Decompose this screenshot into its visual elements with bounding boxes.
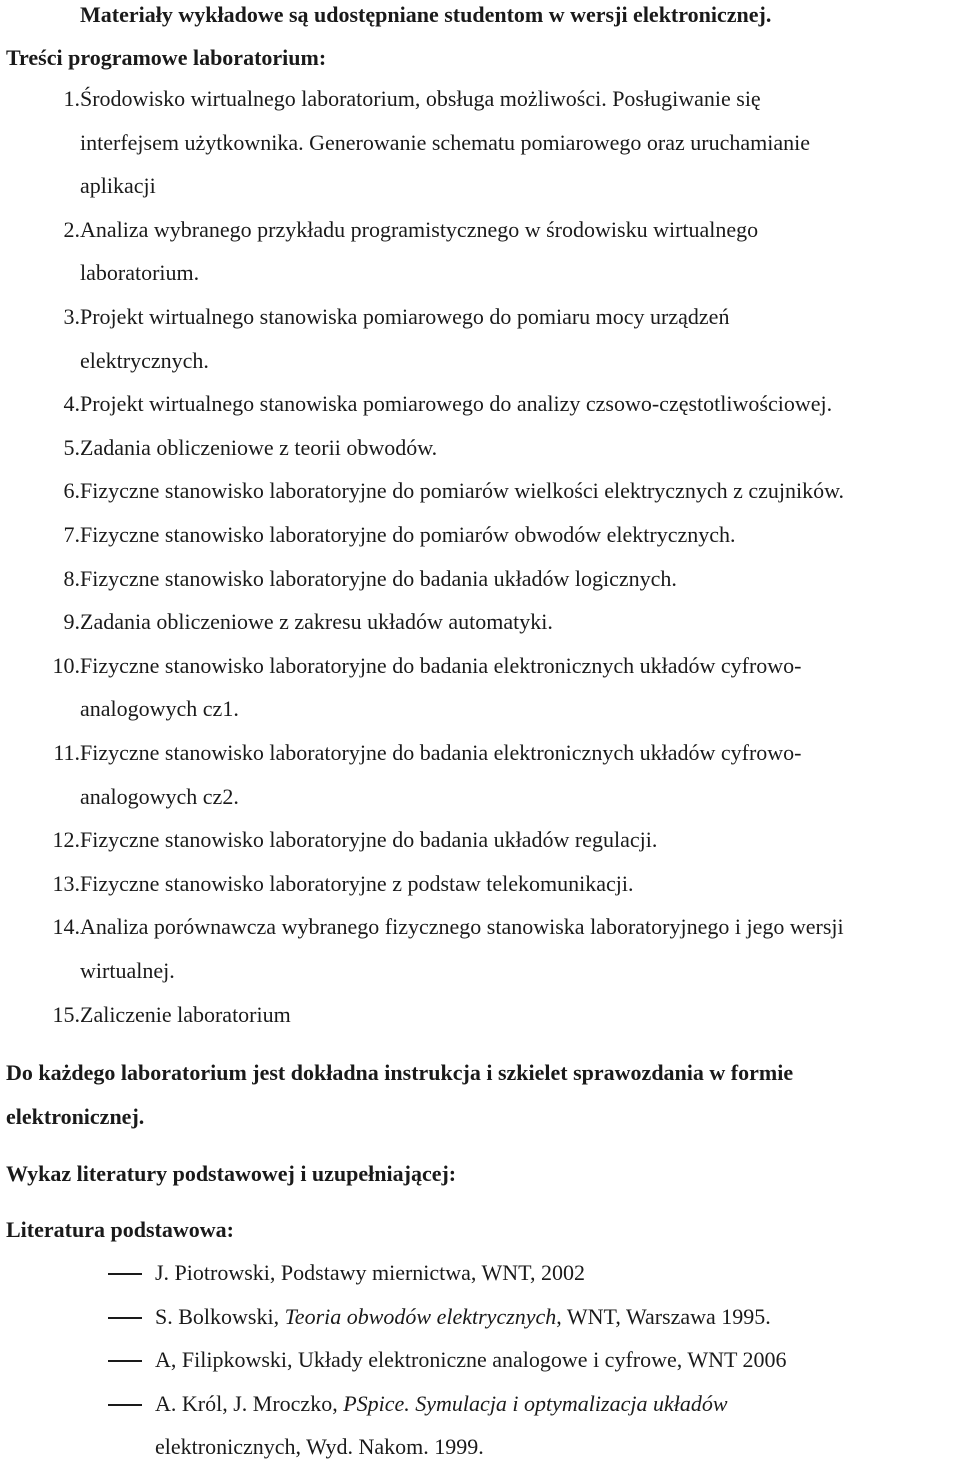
program-item bbox=[40, 86, 960, 217]
program-heading: Treści programowe laboratorium: bbox=[6, 45, 327, 70]
program-item-number: 8. bbox=[63, 565, 80, 591]
literature-heading: Wykaz literatury podstawowej i uzupełniającej: bbox=[6, 1161, 457, 1186]
basic-literature-heading: Literatura podstawowa: bbox=[6, 1217, 234, 1242]
program-item bbox=[40, 609, 960, 653]
literature-item-text bbox=[155, 1260, 585, 1286]
program-item-text: Projekt wirtualnego stanowiska pomiarowego do analizy czsowo-częstotliwościowej. bbox=[80, 391, 833, 417]
program-item-number: 14. bbox=[52, 914, 80, 940]
literature-segment: , WNT, Warszawa 1995. bbox=[556, 1303, 771, 1329]
literature-item bbox=[108, 1304, 958, 1348]
program-item-text: interfejsem użytkownika. Generowanie schematu pomiarowego oraz uruchamianie bbox=[80, 129, 810, 155]
program-item-text: Środowisko wirtualnego laboratorium, obsługa możliwości. Posługiwanie się bbox=[80, 86, 761, 111]
program-item-number: 4. bbox=[63, 391, 80, 417]
literature-title: Teoria obwodów elektrycznych bbox=[284, 1303, 557, 1329]
literature-item bbox=[108, 1260, 958, 1304]
literature-segment: A, Filipkowski, Układy elektroniczne analogowe i cyfrowe, WNT 2006 bbox=[155, 1347, 787, 1373]
program-item-text: laboratorium. bbox=[80, 260, 200, 286]
program-item-number: 1. bbox=[63, 86, 80, 111]
program-item-text: Fizyczne stanowisko laboratoryjne do pomiarów wielkości elektrycznych z czujników. bbox=[80, 478, 845, 504]
literature-item bbox=[108, 1347, 958, 1391]
literature-segment: elektronicznych, Wyd. Nakom. 1999. bbox=[155, 1434, 484, 1460]
program-item-text: Fizyczne stanowisko laboratoryjne do badania układów regulacji. bbox=[80, 827, 658, 853]
literature-segment: A. Król, J. Mroczko, bbox=[155, 1390, 344, 1416]
program-item bbox=[40, 653, 960, 740]
program-item bbox=[40, 304, 960, 391]
dash-bullet-icon bbox=[108, 1317, 142, 1319]
program-item-text: Fizyczne stanowisko laboratoryjne do badania układów logicznych. bbox=[80, 565, 677, 591]
program-item-number: 12. bbox=[52, 827, 80, 853]
literature-item-text bbox=[155, 1391, 728, 1417]
program-item-text: Fizyczne stanowisko laboratoryjne z podstaw telekomunikacji. bbox=[80, 870, 634, 896]
program-item-number: 13. bbox=[52, 870, 80, 896]
program-item-text: Analiza porównawcza wybranego fizycznego stanowiska laboratoryjnego i jego wersji bbox=[80, 914, 844, 940]
program-item-number: 7. bbox=[63, 522, 80, 547]
program-item bbox=[40, 914, 960, 1001]
program-item-number: 11. bbox=[53, 740, 80, 765]
dash-bullet-icon bbox=[108, 1404, 142, 1406]
program-item-text: Projekt wirtualnego stanowiska pomiarowego do pomiaru mocy urządzeń bbox=[80, 304, 730, 329]
instruction-line-2: elektronicznej. bbox=[6, 1104, 145, 1129]
program-item bbox=[40, 478, 960, 522]
instruction-line: Do każdego laboratorium jest dokładna instrukcja i szkielet sprawozdania w formie bbox=[6, 1060, 794, 1085]
program-item-number: 6. bbox=[63, 478, 80, 504]
program-item-text: Fizyczne stanowisko laboratoryjne do pomiarów obwodów elektrycznych. bbox=[80, 522, 736, 547]
intro-line: Materiały wykładowe są udostępniane studentom w wersji elektronicznej. bbox=[80, 2, 772, 27]
literature-item-text bbox=[155, 1434, 484, 1460]
program-item-text: Zaliczenie laboratorium bbox=[80, 1001, 291, 1027]
literature-item bbox=[108, 1391, 958, 1478]
program-item-text: Analiza wybranego przykładu programistycznego w środowisku wirtualnego bbox=[80, 216, 759, 242]
program-item bbox=[40, 391, 960, 435]
program-item-text: analogowych cz1. bbox=[80, 696, 239, 722]
literature-segment: S. Bolkowski, bbox=[155, 1303, 285, 1329]
program-item bbox=[40, 1002, 960, 1046]
program-item-text: wirtualnej. bbox=[80, 957, 175, 983]
program-item-text: Fizyczne stanowisko laboratoryjne do badania elektronicznych układów cyfrowo- bbox=[80, 740, 802, 765]
program-item-number: 5. bbox=[63, 434, 80, 460]
program-item-number: 2. bbox=[63, 216, 80, 242]
program-item bbox=[40, 435, 960, 479]
program-item-text: Zadania obliczeniowe z teorii obwodów. bbox=[80, 434, 438, 460]
literature-segment: J. Piotrowski, Podstawy miernictwa, WNT, 2002 bbox=[155, 1260, 585, 1285]
program-item bbox=[40, 217, 960, 304]
program-item-number: 15. bbox=[52, 1001, 80, 1027]
program-item-text: analogowych cz2. bbox=[80, 783, 239, 809]
program-item bbox=[40, 740, 960, 827]
program-item bbox=[40, 566, 960, 610]
program-item-text: Fizyczne stanowisko laboratoryjne do badania elektronicznych układów cyfrowo- bbox=[80, 652, 802, 678]
program-item-text: aplikacji bbox=[80, 173, 156, 199]
literature-item-text bbox=[155, 1304, 771, 1330]
program-item bbox=[40, 827, 960, 871]
literature-title: PSpice. Symulacja i optymalizacja układów bbox=[343, 1390, 728, 1416]
dash-bullet-icon bbox=[108, 1360, 142, 1362]
program-item-text: elektrycznych. bbox=[80, 347, 209, 373]
program-item bbox=[40, 522, 960, 566]
program-item-text: Zadania obliczeniowe z zakresu układów automatyki. bbox=[80, 609, 553, 635]
program-item-number: 9. bbox=[63, 609, 80, 635]
literature-item-text bbox=[155, 1347, 787, 1373]
program-item-number: 3. bbox=[63, 304, 80, 329]
dash-bullet-icon bbox=[108, 1273, 142, 1275]
program-item bbox=[40, 871, 960, 915]
program-item-number: 10. bbox=[52, 652, 80, 678]
